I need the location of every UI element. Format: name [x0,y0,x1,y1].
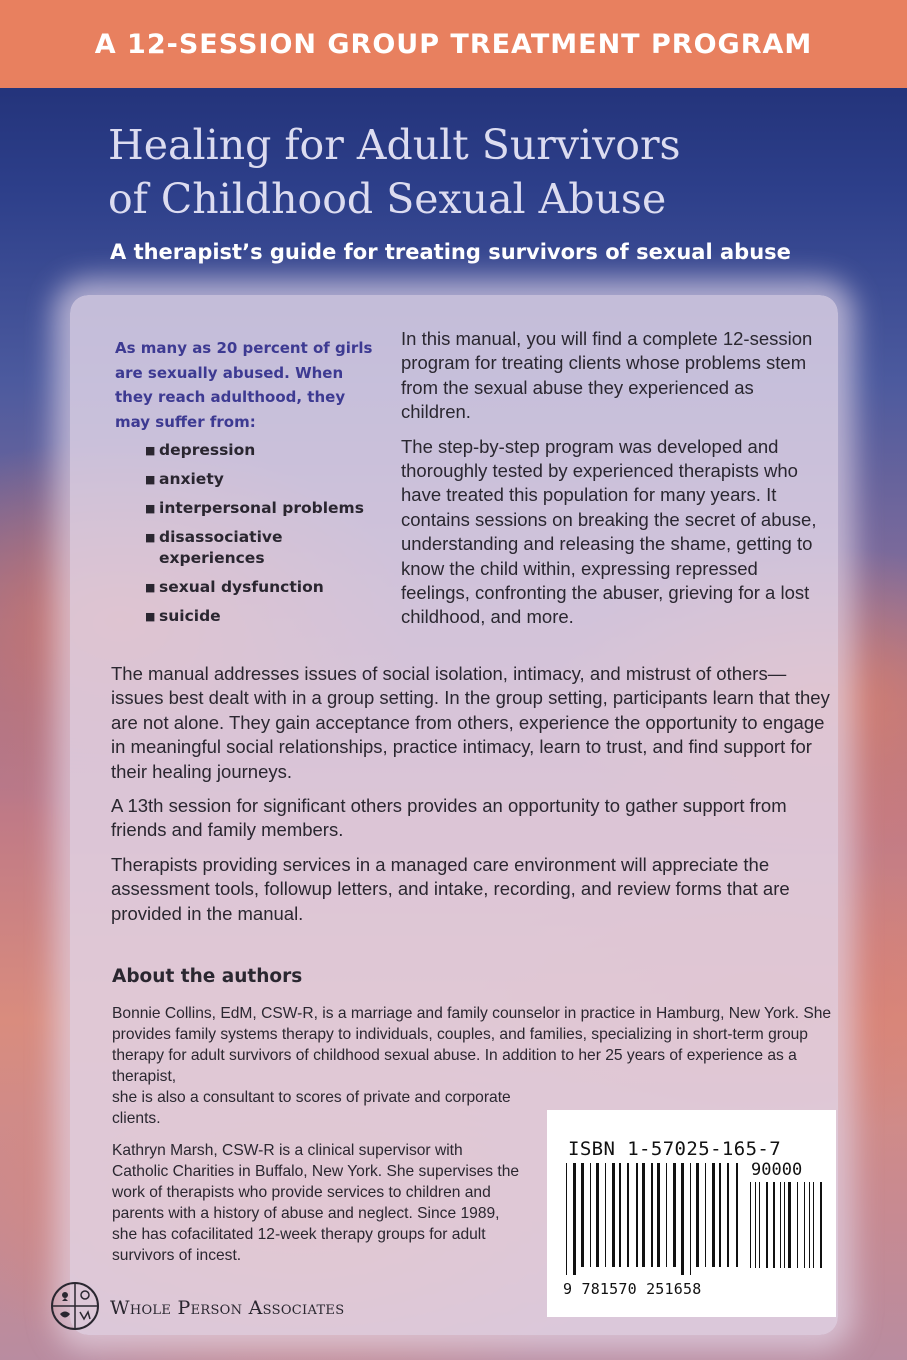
barcode-bar [636,1163,638,1267]
barcode-bar [820,1182,822,1268]
intro-paragraph: In this manual, you will find a complete 12-session program for treating clients whose problems stem from the sexual abuse they experienced as children. [401,328,813,423]
barcode-bar [773,1182,775,1268]
authors-heading: About the authors [112,966,303,987]
barcode-bar [719,1163,721,1267]
top-banner [0,0,907,88]
symptoms-sidebar [115,336,375,635]
barcode-bar [755,1182,756,1268]
barcode-bar [797,1182,798,1268]
barcode-bar [651,1163,653,1267]
barcode-bar [736,1163,738,1267]
book-title [108,118,868,226]
body-paragraph: The manual addresses issues of social isolation, intimacy, and mistrust of others—issues best dealt with in a group setting. In the group setting, participants learn that they are not alone. They gain acceptance from others, experience the opportunity to engage in meaningful social relationships, practice intimacy, learn to trust, and find support for their healing journeys. [111,663,830,782]
list-item: ■ interpersonal problems [145,499,364,517]
whole-person-associates-logo-icon [50,1281,100,1331]
barcode-bar [581,1163,584,1267]
bullet-icon: ■ [145,610,156,623]
barcode-bar [705,1163,706,1267]
isbn-label: ISBN 1-57025-165-7 [568,1138,782,1160]
body-paragraph: Therapists providing services in a managed care environment will appreciate the assessment tools, followup letters, and intake, recording, and review forms that are provided in the manual. [111,853,790,924]
symptoms-list [115,440,375,627]
intro-column [401,327,826,640]
bullet-icon: ■ [145,473,156,486]
bullet-icon: ■ [145,531,156,544]
title-line-2: of Childhood Sexual Abuse [108,175,667,223]
bullet-icon: ■ [145,502,156,515]
barcode-bar [788,1182,791,1268]
price-code: 90000 [751,1160,803,1180]
barcode-bar [712,1163,715,1267]
barcode-bar [780,1182,781,1268]
barcode-bar [750,1182,751,1268]
barcode-bar [596,1163,599,1267]
barcode-number: 9 781570 251658 [563,1280,702,1298]
barcode-bar [813,1182,814,1268]
barcode-bar [666,1163,667,1267]
barcode-bar [590,1163,591,1267]
list-item: ■ anxiety [145,470,224,488]
isbn-barcode [566,1163,741,1275]
barcode-bar [619,1163,621,1267]
body-paragraph: A 13th session for significant others provides an opportunity to gather support from friends and family members. [111,795,787,841]
barcode-bar [804,1182,805,1268]
intro-paragraph: The step-by-step program was developed and thoroughly tested by experienced therapists who have treated this population for many years. It contains sessions on breaking the secret of abuse, understanding and releasing the shame, getting to know the child within, expressing repressed feelings, confronting the abuser, grieving for a lost childhood, and more. [401,435,817,628]
title-line-1: Healing for Adult Survivors [108,121,681,169]
barcode-bar [759,1182,760,1268]
author-bio-marsh: Kathryn Marsh, CSW-R is a clinical supervisor with Catholic Charities in Buffalo, New York. She supervises the work of therapists who provide services to children and parents with a history of abuse and neglect. Since 1989, she has cofacilitated 12-week therapy groups for adult survivors of incest. [112,1142,520,1264]
list-item: ■ disassociative experiences [145,528,283,567]
barcode-bar [784,1182,785,1268]
description-body [111,662,831,936]
barcode-bar [681,1163,684,1275]
author-bio-text: she is also a consultant to scores of private and corporate clients. [112,1089,511,1127]
barcode-bar [696,1163,699,1267]
barcode-bar [573,1163,576,1275]
barcode-bar [657,1163,660,1267]
book-subtitle: A therapist’s guide for treating survivors of sexual abuse [110,240,791,264]
sidebar-intro: As many as 20 percent of girls are sexually abused. When they reach adulthood, they may suffer from: [115,339,373,431]
barcode-bar [690,1163,691,1275]
barcode-bar [612,1163,615,1267]
barcode-bar [727,1163,729,1267]
list-item: ■ suicide [145,607,221,625]
author-bio-text: Bonnie Collins, EdM, CSW-R, is a marriage and family counselor in practice in Hamburg, New York. She provides family systems therapy to individuals, couples, and families, specializing in short-term group therapy for adult survivors of childhood sexual abuse. In addition to her 25 years of experience as a therapist, [112,1005,832,1085]
barcode-bar [766,1182,768,1268]
publisher-name: Whole Person Associates [110,1297,345,1319]
barcode-bar [642,1163,645,1267]
barcode-bar [809,1182,810,1268]
bullet-icon: ■ [145,581,156,594]
bullet-icon: ■ [145,444,156,457]
barcode-bar [566,1163,567,1275]
price-barcode [750,1182,824,1276]
list-item: ■ depression [145,441,256,459]
barcode-bar [605,1163,606,1267]
barcode-bar [627,1163,629,1267]
barcode-bar [673,1163,676,1267]
banner-text: A 12-SESSION GROUP TREATMENT PROGRAM [94,28,813,60]
list-item: ■ sexual dysfunction [145,578,324,596]
